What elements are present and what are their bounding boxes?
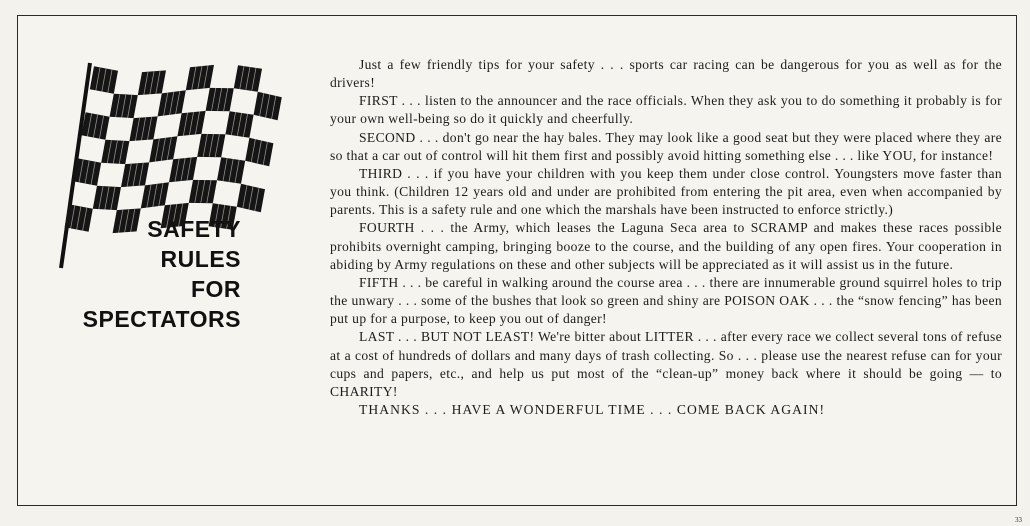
title-line: RULES xyxy=(160,246,241,272)
page-title xyxy=(83,214,241,334)
rule-fifth: FIFTH . . . be careful in walking around the course area . . . there are innumerable ground squirrel holes to trip the unwary . . . some of the bushes that look so green and shiny are POISON OAK . . . the “snow fencing” has been put up for a purpose, to keep you out of danger! xyxy=(330,274,1002,327)
rule-third: THIRD . . . if you have your children with you keep them under close control. Youngsters move faster than you think. (Children 12 years old and under are prohibited from entering the pit area, even when accompanied by parents. This is a safety rule and one which the marshals have been instructed to enforce strictly.) xyxy=(330,165,1002,218)
rule-second: SECOND . . . don't go near the hay bales. They may look like a good seat but they were placed where they are so that a car out of control will hit them first and possibly avoid hitting something else . . . like YOU, for instance! xyxy=(330,129,1002,163)
title-line: SPECTATORS xyxy=(82,306,241,332)
page-frame xyxy=(17,15,1017,506)
closing-line: THANKS . . . HAVE A WONDERFUL TIME . . . COME BACK AGAIN! xyxy=(359,401,826,417)
rule-fourth: FOURTH . . . the Army, which leases the Laguna Seca area to SCRAMP and makes these races possible prohibits overnight camping, bringing booze to the course, and the building of any open fires. Your cooperation in abiding by Army regulations on these and other subjects will be appreciated as it will assist us in the future. xyxy=(330,220,1002,272)
page-number: 33 xyxy=(1015,516,1022,524)
rule-first: FIRST . . . listen to the announcer and the race officials. When they ask you to do something it probably is for your own well-being so do it quickly and cheerfully. xyxy=(330,93,1002,127)
title-line: SAFETY xyxy=(147,216,241,242)
title-line: FOR xyxy=(190,276,241,302)
body-text xyxy=(330,56,1002,419)
rule-last: LAST . . . BUT NOT LEAST! We're bitter about LITTER . . . after every race we collect several tons of refuse at a cost of hundreds of dollars and many days of trash collecting. So . . . please use the nearest refuse can for your cups and papers, etc., and help us put most of the “clean-up” money back where it should be going — to CHARITY! xyxy=(330,329,1002,399)
intro-paragraph: Just a few friendly tips for your safety . . . sports car racing can be dangerous for you as well as for the drivers! xyxy=(330,57,1002,91)
